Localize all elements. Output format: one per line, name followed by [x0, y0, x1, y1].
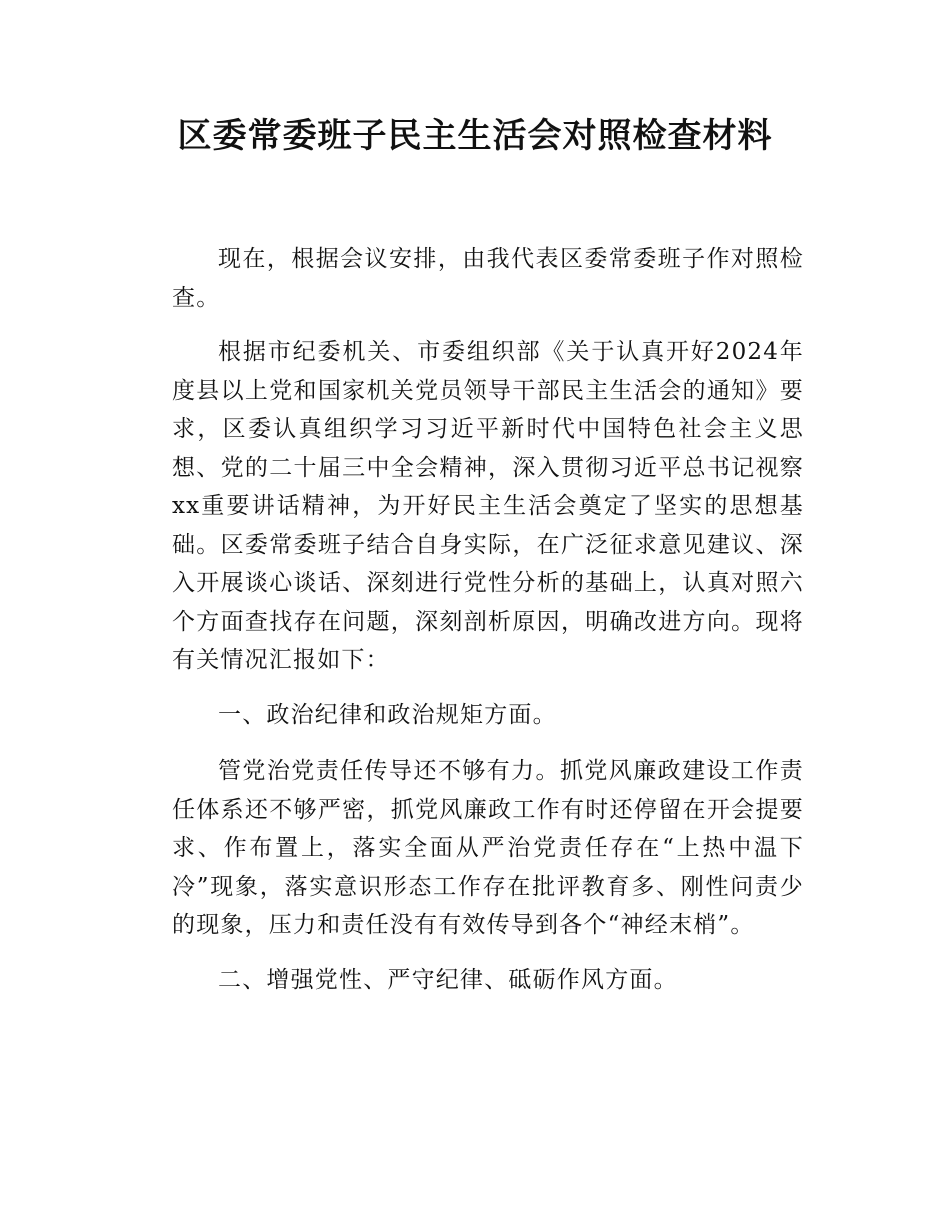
section-heading-1: 一、政治纪律和政治规矩方面。: [218, 701, 557, 728]
paragraph-section-1: 管党治党责任传导还不够有力。抓党风廉政建设工作责任体系还不够严密，抓党风廉政工作有时还停留在开会提要求、作布置上，落实全面从严治党责任存在“上热中温下冷”现象，落实意识形态工作存在批评教育多、刚性问责少的现象，压力和责任没有有效传导到各个“神经末梢”。: [172, 758, 804, 938]
section-heading-2: 二、增强党性、严守纪律、砥砺作风方面。: [218, 966, 678, 993]
paragraph-intro: 现在，根据会议安排，由我代表区委常委班子作对照检查。: [172, 246, 804, 311]
document-body: [172, 240, 804, 1017]
paragraph-background: 根据市纪委机关、市委组织部《关于认真开好2024年度县以上党和国家机关党员领导干部民主生活会的通知》要求，区委认真组织学习习近平新时代中国特色社会主义思想、党的二十届三中全会精神，深入贯彻习近平总书记视察xx重要讲话精神，为开好民主生活会奠定了坚实的思想基础。区委常委班子结合自身实际，在广泛征求意见建议、深入开展谈心谈话、深刻进行党性分析的基础上，认真对照六个方面查找存在问题，深刻剖析原因，明确改进方向。现将有关情况汇报如下：: [172, 339, 804, 673]
document-title: 区委常委班子民主生活会对照检查材料: [177, 116, 773, 156]
